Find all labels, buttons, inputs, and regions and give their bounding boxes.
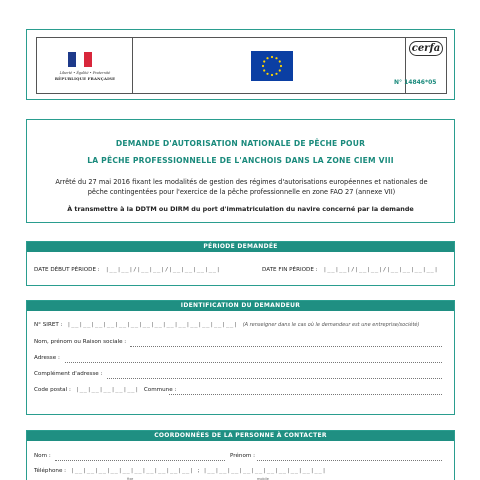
address-complement-label: Complément d'adresse : <box>34 371 103 377</box>
eu-star-icon <box>279 60 281 62</box>
address-complement-field[interactable] <box>107 378 442 379</box>
eu-star-icon <box>263 69 265 71</box>
siret-field[interactable]: |__|__|__|__|__|__|__|__|__|__|__|__|__|__| <box>67 322 238 328</box>
section-contact <box>26 430 455 480</box>
start-date-field[interactable]: |__|__|/|__|__|/|__|__|__|__| <box>105 267 221 273</box>
phone-mobile-field[interactable]: |__|__|__|__|__|__|__|__|__|__| <box>203 468 327 474</box>
cerfa-logo: cerfa <box>409 41 443 56</box>
rf-name: RÉPUBLIQUE FRANÇAISE <box>54 76 116 81</box>
siret-hint: (A renseigner dans le cas où le demandeur est une entreprise/société) <box>242 322 420 328</box>
phone-row <box>34 468 326 474</box>
form-title-block <box>26 119 455 223</box>
siret-row <box>34 322 419 328</box>
section-identification-heading: IDENTIFICATION DU DEMANDEUR <box>27 301 454 311</box>
eu-star-icon <box>275 73 277 75</box>
end-date-label: DATE FIN PÉRIODE : <box>262 267 318 273</box>
commune-field[interactable] <box>169 394 442 395</box>
postal-label: Code postal : <box>34 387 71 393</box>
address-field[interactable] <box>65 362 442 363</box>
name-field[interactable] <box>130 346 442 347</box>
end-date-row <box>262 267 438 273</box>
phone-label: Téléphone : <box>34 468 67 474</box>
siret-label: N° SIRET : <box>34 322 63 328</box>
form-title-line-2: LA PÊCHE PROFESSIONNELLE DE L'ANCHOIS DANS LA ZONE CIEM VIII <box>87 156 394 165</box>
commune-label: Commune : <box>143 387 177 393</box>
phone-fixe-field[interactable]: |__|__|__|__|__|__|__|__|__|__| <box>70 468 194 474</box>
rf-motto: Liberté • Égalité • Fraternité <box>59 71 111 75</box>
marianne-flag-icon <box>68 52 92 67</box>
eu-star-icon <box>266 57 268 59</box>
contact-nom-label: Nom : <box>34 453 51 459</box>
section-identification <box>26 300 455 415</box>
eu-star-icon <box>271 74 273 76</box>
phone-fixe-sublabel: fixe <box>127 477 134 480</box>
address-label: Adresse : <box>34 355 60 361</box>
eu-star-icon <box>275 57 277 59</box>
section-periode-heading: PÉRIODE DEMANDÉE <box>27 242 454 252</box>
cerfa-number: N° 14846*05 <box>394 79 437 86</box>
contact-nom-field[interactable] <box>55 460 225 461</box>
phone-mobile-sublabel: mobile <box>257 477 269 480</box>
republique-francaise-logo <box>36 37 133 94</box>
eu-star-icon <box>279 69 281 71</box>
transmit-instruction: À transmettre à la DDTM ou DIRM du port d'immatriculation du navire concerné par la demande <box>67 205 414 213</box>
eu-star-icon <box>263 60 265 62</box>
postal-code-field[interactable]: |__|__|__|__|__| <box>75 387 140 393</box>
form-header <box>26 29 455 100</box>
eu-star-icon <box>280 65 282 67</box>
section-contact-heading: COORDONNÉES DE LA PERSONNE À CONTACTER <box>27 431 454 441</box>
eu-logo-cell <box>133 37 405 94</box>
arrete-reference: Arrêté du 27 mai 2016 fixant les modalités de gestion des régimes d'autorisations européennes et nationales de pêche contingentées pour l'exercice de la pêche professionnelle en zone FAO 27 (annexe VII) <box>55 178 428 196</box>
eu-star-icon <box>266 73 268 75</box>
phone-separator: ; <box>197 468 200 474</box>
start-date-row <box>34 267 221 273</box>
end-date-field[interactable]: |__|__|/|__|__|/|__|__|__|__| <box>323 267 439 273</box>
contact-prenom-label: Prénom : <box>230 453 255 459</box>
form-title-line-1: DEMANDE D'AUTORISATION NATIONALE DE PÊCHE POUR <box>115 139 366 148</box>
section-periode <box>26 241 455 286</box>
start-date-label: DATE DÉBUT PÉRIODE : <box>34 267 100 273</box>
eu-star-icon <box>262 65 264 67</box>
postal-row <box>34 387 176 393</box>
name-label: Nom, prénom ou Raison sociale : <box>34 339 127 345</box>
eu-flag-icon <box>251 51 293 81</box>
eu-star-icon <box>271 56 273 58</box>
contact-prenom-field[interactable] <box>257 460 442 461</box>
